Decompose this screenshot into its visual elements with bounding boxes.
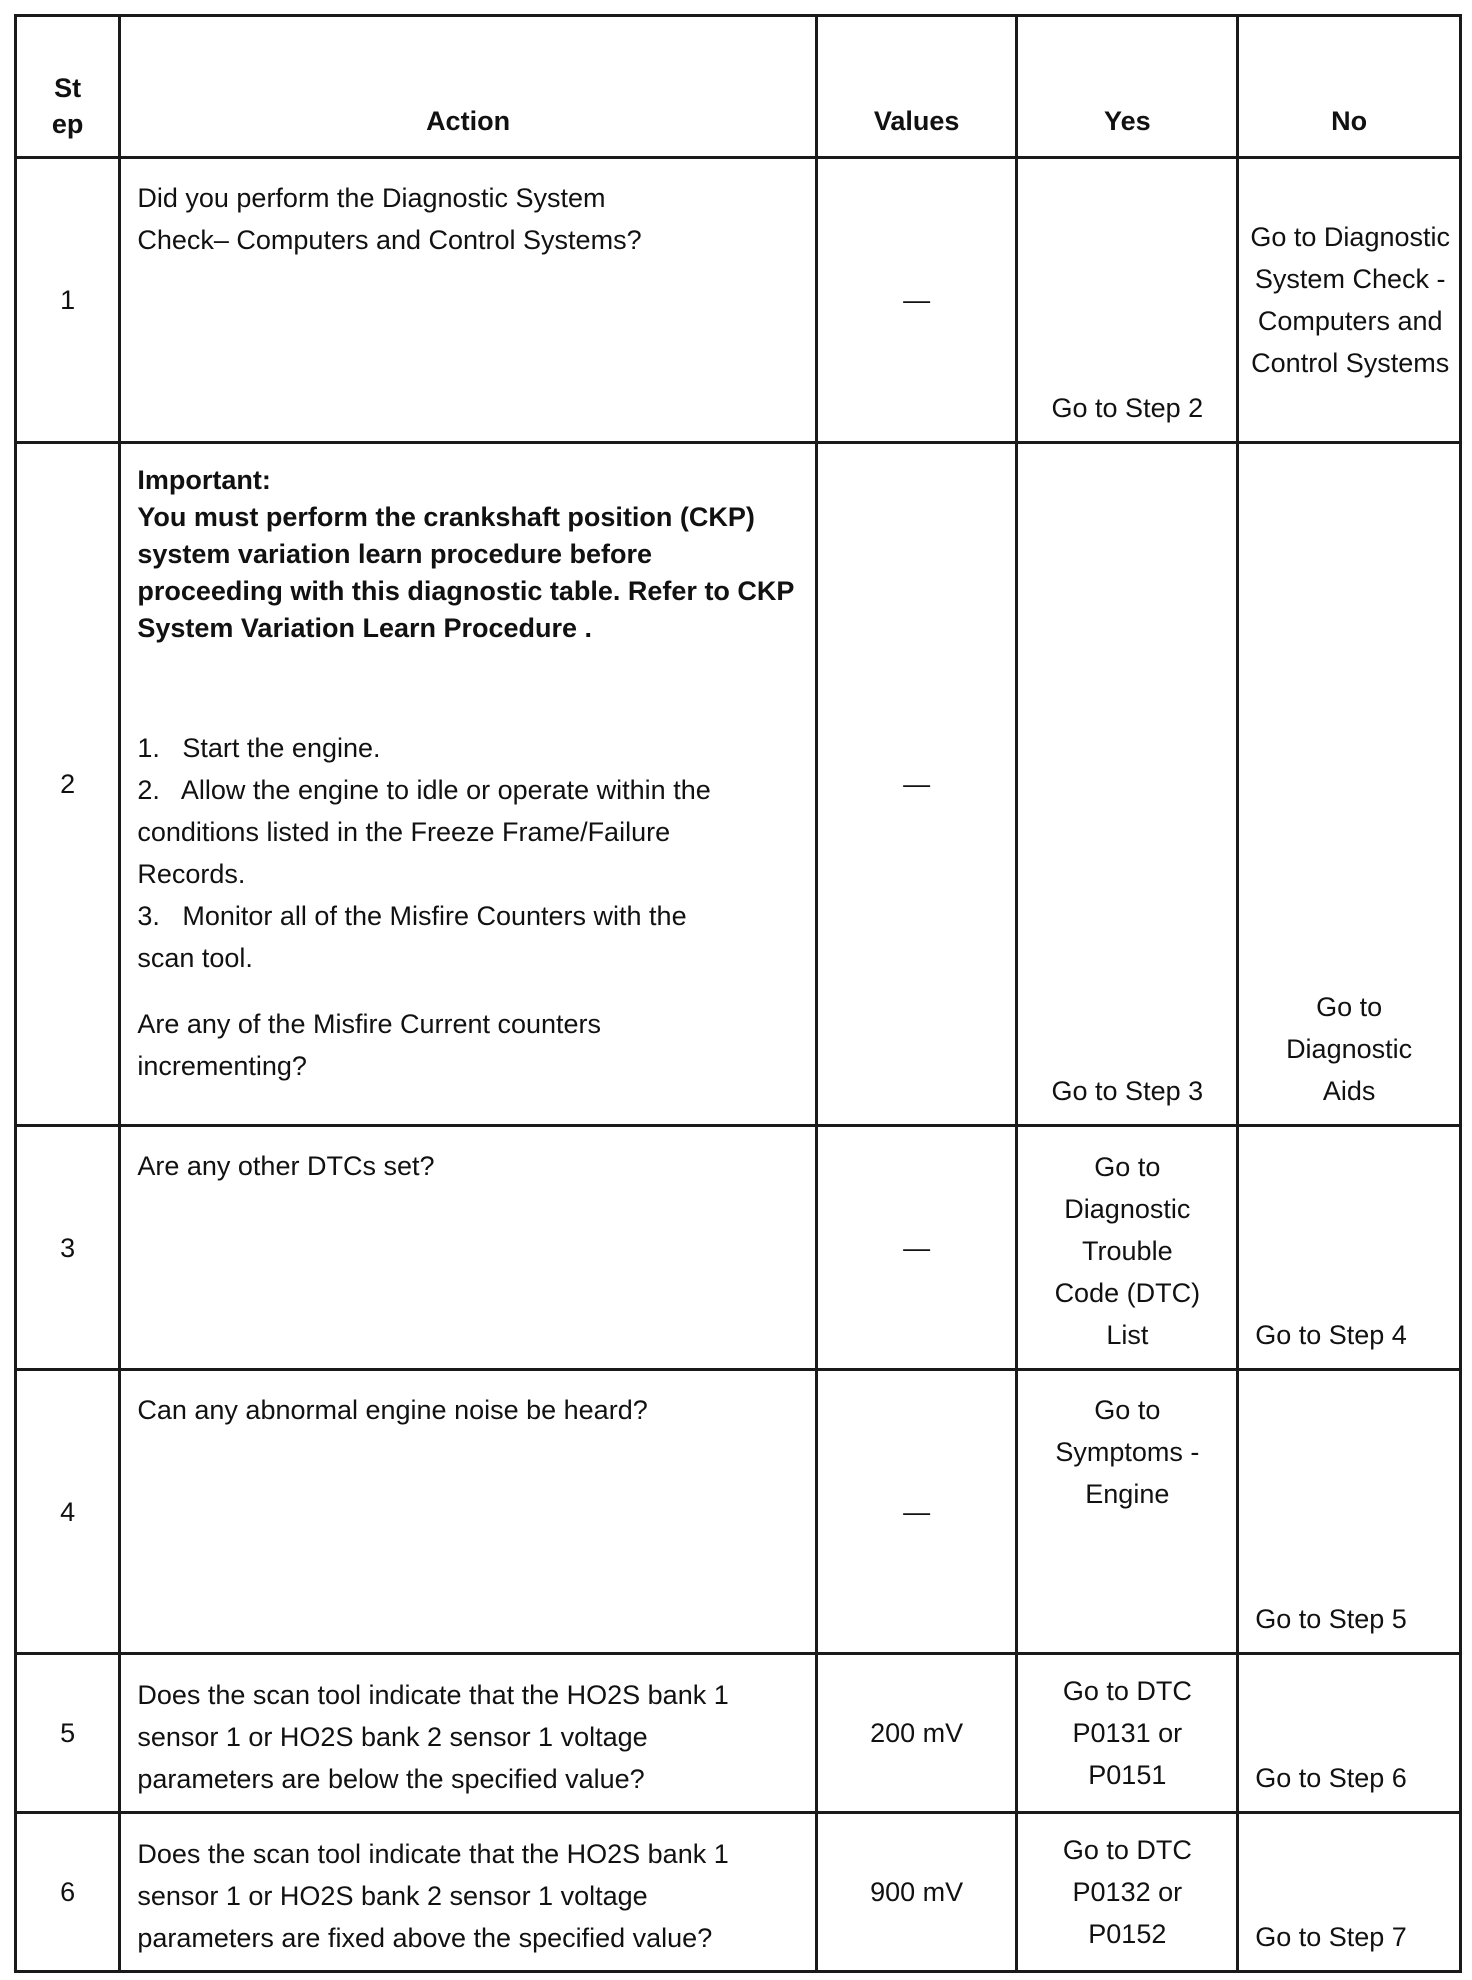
step-number: 3 xyxy=(16,1126,120,1370)
step-number: 2 xyxy=(16,443,120,1126)
header-action: Action xyxy=(120,16,816,158)
action-text xyxy=(120,443,816,1126)
action-text xyxy=(120,1126,816,1370)
value-cell: — xyxy=(816,1126,1017,1370)
no-link[interactable]: Go to Step 7 xyxy=(1238,1813,1461,1972)
yes-link-text[interactable]: Go to DTC P0132 or P0152 xyxy=(1062,1835,1192,1949)
yes-link[interactable] xyxy=(1017,1370,1238,1654)
value-cell: — xyxy=(816,443,1017,1126)
yes-link-text[interactable]: Go to Symptoms - Engine xyxy=(1055,1395,1200,1509)
table-row xyxy=(16,1126,1461,1370)
value-cell: — xyxy=(816,158,1017,443)
yes-link[interactable]: Go to Step 2 xyxy=(1017,158,1238,443)
action-question: Are any other DTCs set? xyxy=(137,1151,435,1181)
action-question: Are any of the Misfire Current counters incrementing? xyxy=(137,1009,602,1081)
action-question: Does the scan tool indicate that the HO2S bank 1 sensor 1 or HO2S bank 2 sensor 1 voltage parameters are fixed above the specified value? xyxy=(137,1839,729,1953)
action-question: Does the scan tool indicate that the HO2S bank 1 sensor 1 or HO2S bank 2 sensor 1 voltage parameters are below the specified value? xyxy=(137,1680,729,1794)
no-link-text[interactable]: Go to Diagnostic System Check - Computers and Control Systems xyxy=(1250,222,1450,378)
table-row xyxy=(16,158,1461,443)
table-row xyxy=(16,1813,1461,1972)
action-text xyxy=(120,1370,816,1654)
no-link-text[interactable]: Go to Diagnostic Aids xyxy=(1286,992,1413,1106)
value-cell: 900 mV xyxy=(816,1813,1017,1972)
yes-link[interactable]: Go to Step 3 xyxy=(1017,443,1238,1126)
table-header-row xyxy=(16,16,1461,158)
value-cell: — xyxy=(816,1370,1017,1654)
step-number: 6 xyxy=(16,1813,120,1972)
diagnostic-table xyxy=(14,14,1462,1973)
no-link[interactable] xyxy=(1238,443,1461,1126)
yes-link[interactable] xyxy=(1017,1126,1238,1370)
list-item: 1. Start the engine. xyxy=(137,733,381,763)
yes-link-text[interactable]: Go to Diagnostic Trouble Code (DTC) List xyxy=(1054,1152,1201,1350)
value-cell: 200 mV xyxy=(816,1654,1017,1813)
no-link[interactable] xyxy=(1238,158,1461,443)
yes-link[interactable] xyxy=(1017,1813,1238,1972)
header-no: No xyxy=(1238,16,1461,158)
yes-link-text[interactable]: Go to DTC P0131 or P0151 xyxy=(1062,1676,1192,1790)
header-step: St ep xyxy=(16,16,120,158)
table-row xyxy=(16,1370,1461,1654)
important-text: You must perform the crankshaft position (CKP) system variation learn procedure before proceeding with this diagnostic table. Refer to CKP System Variation Learn Procedure . xyxy=(137,502,794,643)
table-row xyxy=(16,1654,1461,1813)
step-number: 4 xyxy=(16,1370,120,1654)
step-number: 5 xyxy=(16,1654,120,1813)
header-values: Values xyxy=(816,16,1017,158)
list-item: 2. Allow the engine to idle or operate within the conditions listed in the Freeze Frame/Failure Records. xyxy=(137,775,711,889)
step-number: 1 xyxy=(16,158,120,443)
list-item: 3. Monitor all of the Misfire Counters with the scan tool. xyxy=(137,901,687,973)
action-text xyxy=(120,1654,816,1813)
no-link[interactable]: Go to Step 5 xyxy=(1238,1370,1461,1654)
action-text xyxy=(120,158,816,443)
yes-link[interactable] xyxy=(1017,1654,1238,1813)
no-link[interactable]: Go to Step 6 xyxy=(1238,1654,1461,1813)
action-text xyxy=(120,1813,816,1972)
header-yes: Yes xyxy=(1017,16,1238,158)
no-link[interactable]: Go to Step 4 xyxy=(1238,1126,1461,1370)
important-label: Important: xyxy=(137,465,271,495)
action-question: Can any abnormal engine noise be heard? xyxy=(137,1395,648,1425)
table-row xyxy=(16,443,1461,1126)
action-question: Did you perform the Diagnostic System Check– Computers and Control Systems? xyxy=(137,183,642,255)
